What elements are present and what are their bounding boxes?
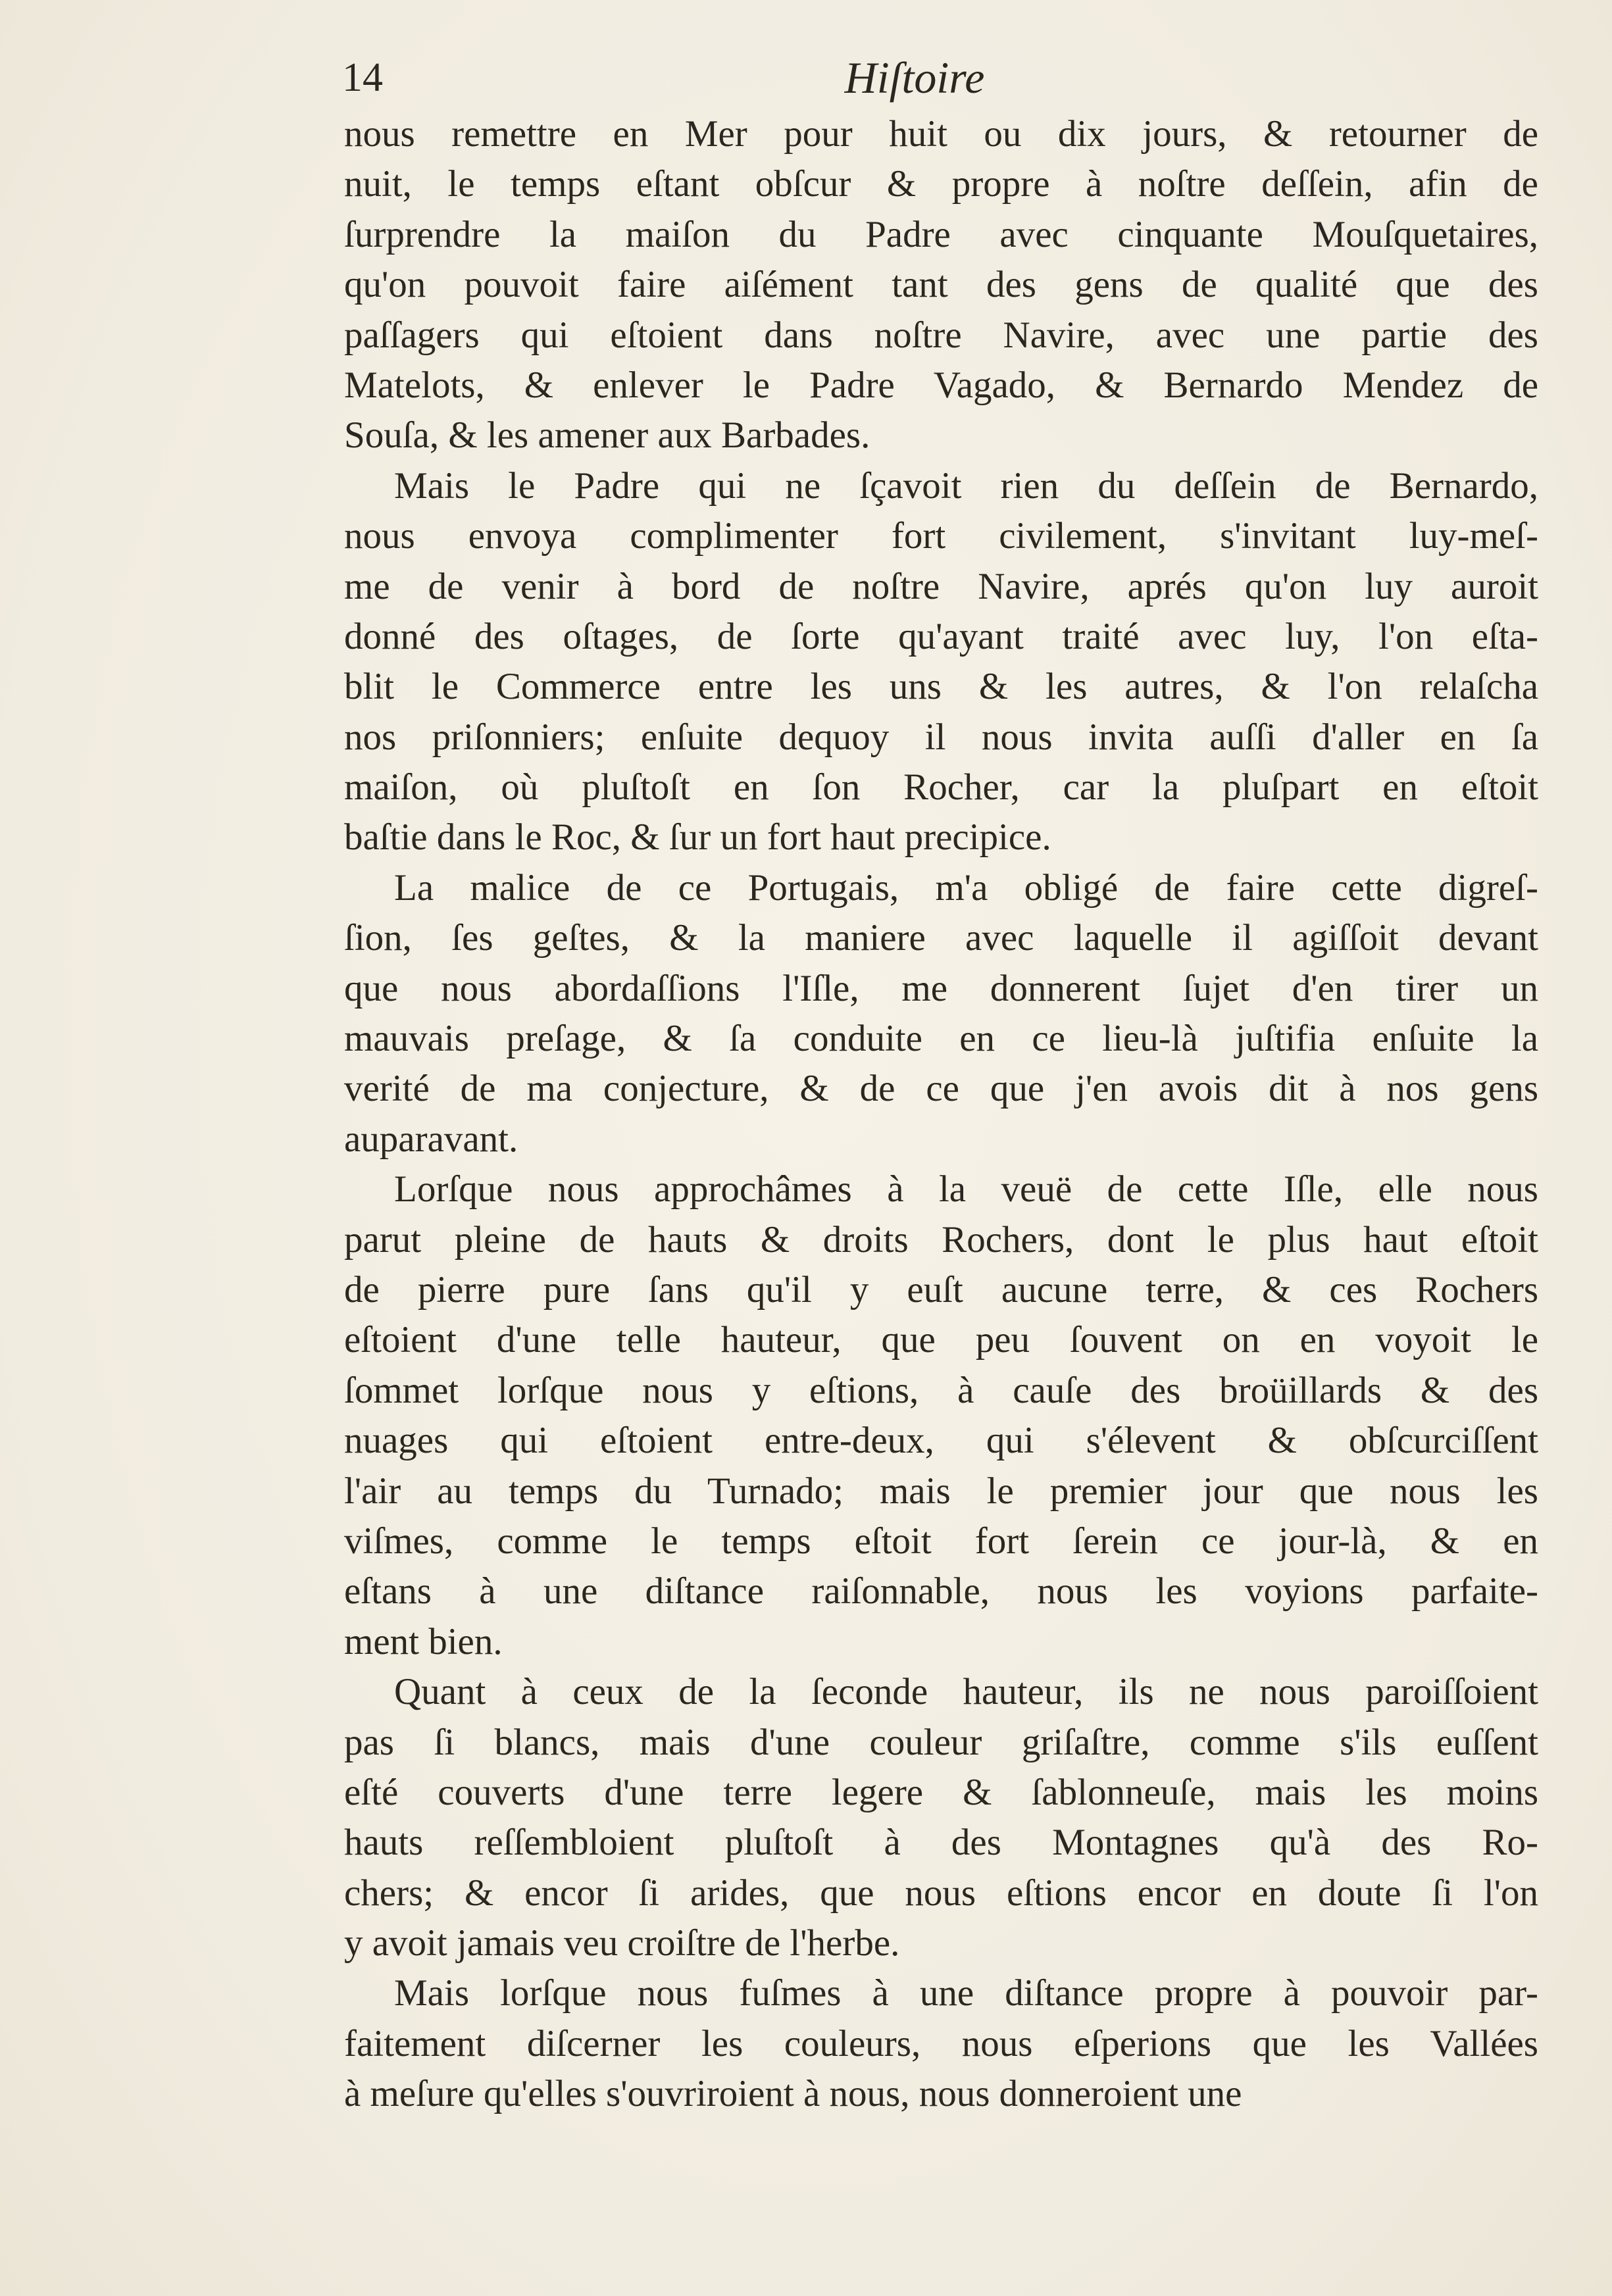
paragraph <box>344 1164 1538 1667</box>
text-line: ſommet lorſque nous y eſtions, à cauſe des broüillards & des <box>344 1369 1538 1411</box>
text-line: eſtoient d'une telle hauteur, que peu ſouvent on en voyoit le <box>344 1319 1538 1361</box>
text-line: nos priſonniers; enſuite dequoy il nous invita auſſi d'aller en ſa <box>344 716 1538 758</box>
text-line: eſté couverts d'une terre legere & ſablonneuſe, mais les moins <box>344 1771 1538 1813</box>
text-line: eſtans à une diſtance raiſonnable, nous les voyions parfaite- <box>344 1570 1538 1612</box>
body-text <box>344 109 1538 2120</box>
text-line: que nous abordaſſions l'Iſle, me donnerent ſujet d'en tirer un <box>344 967 1538 1009</box>
text-line: nuages qui eſtoient entre-deux, qui s'élevent & obſcurciſſent <box>344 1420 1538 1462</box>
text-line: donné des oſtages, de ſorte qu'ayant traité avec luy, l'on eſta- <box>344 615 1538 657</box>
text-line: ment bien. <box>344 1620 503 1662</box>
text-line: nous remettre en Mer pour huit ou dix jours, & retourner de <box>344 113 1538 155</box>
text-line: Mais lorſque nous fuſmes à une diſtance propre à pouvoir par- <box>394 1972 1538 2014</box>
paragraph <box>344 1968 1538 2119</box>
text-line: mauvais preſage, & ſa conduite en ce lieu-là juſtifia enſuite la <box>344 1018 1538 1060</box>
text-line: Souſa, & les amener aux Barbades. <box>344 414 870 457</box>
text-line: pas ſi blancs, mais d'une couleur griſaſtre, comme s'ils euſſent <box>344 1721 1538 1763</box>
text-line: qu'on pouvoit faire aiſément tant des gens de qualité que des <box>344 264 1538 306</box>
text-line: viſmes, comme le temps eſtoit fort ſerein ce jour-là, & en <box>344 1520 1538 1562</box>
text-line: me de venir à bord de noſtre Navire, aprés qu'on luy auroit <box>344 565 1538 607</box>
page-number: 14 <box>342 55 383 100</box>
text-line: Quant à ceux de la ſeconde hauteur, ils ne nous paroiſſoient <box>394 1671 1538 1713</box>
text-line: auparavant. <box>344 1118 518 1160</box>
text-line: nuit, le temps eſtant obſcur & propre à noſtre deſſein, afin de <box>344 163 1538 205</box>
text-line: nous envoya complimenter fort civilement, s'invitant luy-meſ- <box>344 515 1538 557</box>
text-line: parut pleine de hauts & droits Rochers, dont le plus haut eſtoit <box>344 1218 1538 1260</box>
text-line: y avoit jamais veu croiſtre de l'herbe. <box>344 1922 900 1964</box>
text-line: ſurprendre la maiſon du Padre avec cinquante Mouſquetaires, <box>344 213 1538 255</box>
text-line: faitement diſcerner les couleurs, nous eſperions que les Vallées <box>344 2022 1538 2064</box>
paragraph <box>344 109 1538 461</box>
text-line: Lorſque nous approchâmes à la veuë de cette Iſle, elle nous <box>394 1168 1538 1210</box>
text-line: hauts reſſembloient pluſtoſt à des Montagnes qu'à des Ro- <box>344 1822 1538 1864</box>
text-line: à meſure qu'elles s'ouvriroient à nous, nous donneroient une <box>344 2073 1242 2115</box>
text-line: verité de ma conjecture, & de ce que j'en avois dit à nos gens <box>344 1068 1538 1110</box>
page-header <box>342 51 1540 104</box>
text-line: chers; & encor ſi arides, que nous eſtions encor en doute ſi l'on <box>344 1872 1538 1914</box>
text-line: ſion, ſes geſtes, & la maniere avec laquelle il agiſſoit devant <box>344 917 1538 959</box>
text-line: blit le Commerce entre les uns & les autres, & l'on relaſcha <box>344 666 1538 708</box>
text-line: de pierre pure ſans qu'il y euſt aucune terre, & ces Rochers <box>344 1268 1538 1310</box>
running-title: Hiſtoire <box>844 53 985 103</box>
text-line: baſtie dans le Roc, & ſur un fort haut precipice. <box>344 816 1051 859</box>
text-line: Matelots, & enlever le Padre Vagado, & Bernardo Mendez de <box>344 364 1538 406</box>
text-line: La malice de ce Portugais, m'a obligé de faire cette digreſ- <box>394 866 1538 909</box>
text-line: l'air au temps du Turnado; mais le premier jour que nous les <box>344 1470 1538 1512</box>
text-line: paſſagers qui eſtoient dans noſtre Navire, avec une partie des <box>344 314 1538 356</box>
text-line: Mais le Padre qui ne ſçavoit rien du deſſein de Bernardo, <box>394 464 1538 507</box>
paragraph <box>344 863 1538 1164</box>
paragraph <box>344 1667 1538 1968</box>
text-line: maiſon, où pluſtoſt en ſon Rocher, car la pluſpart en eſtoit <box>344 766 1538 809</box>
paragraph <box>344 461 1538 863</box>
